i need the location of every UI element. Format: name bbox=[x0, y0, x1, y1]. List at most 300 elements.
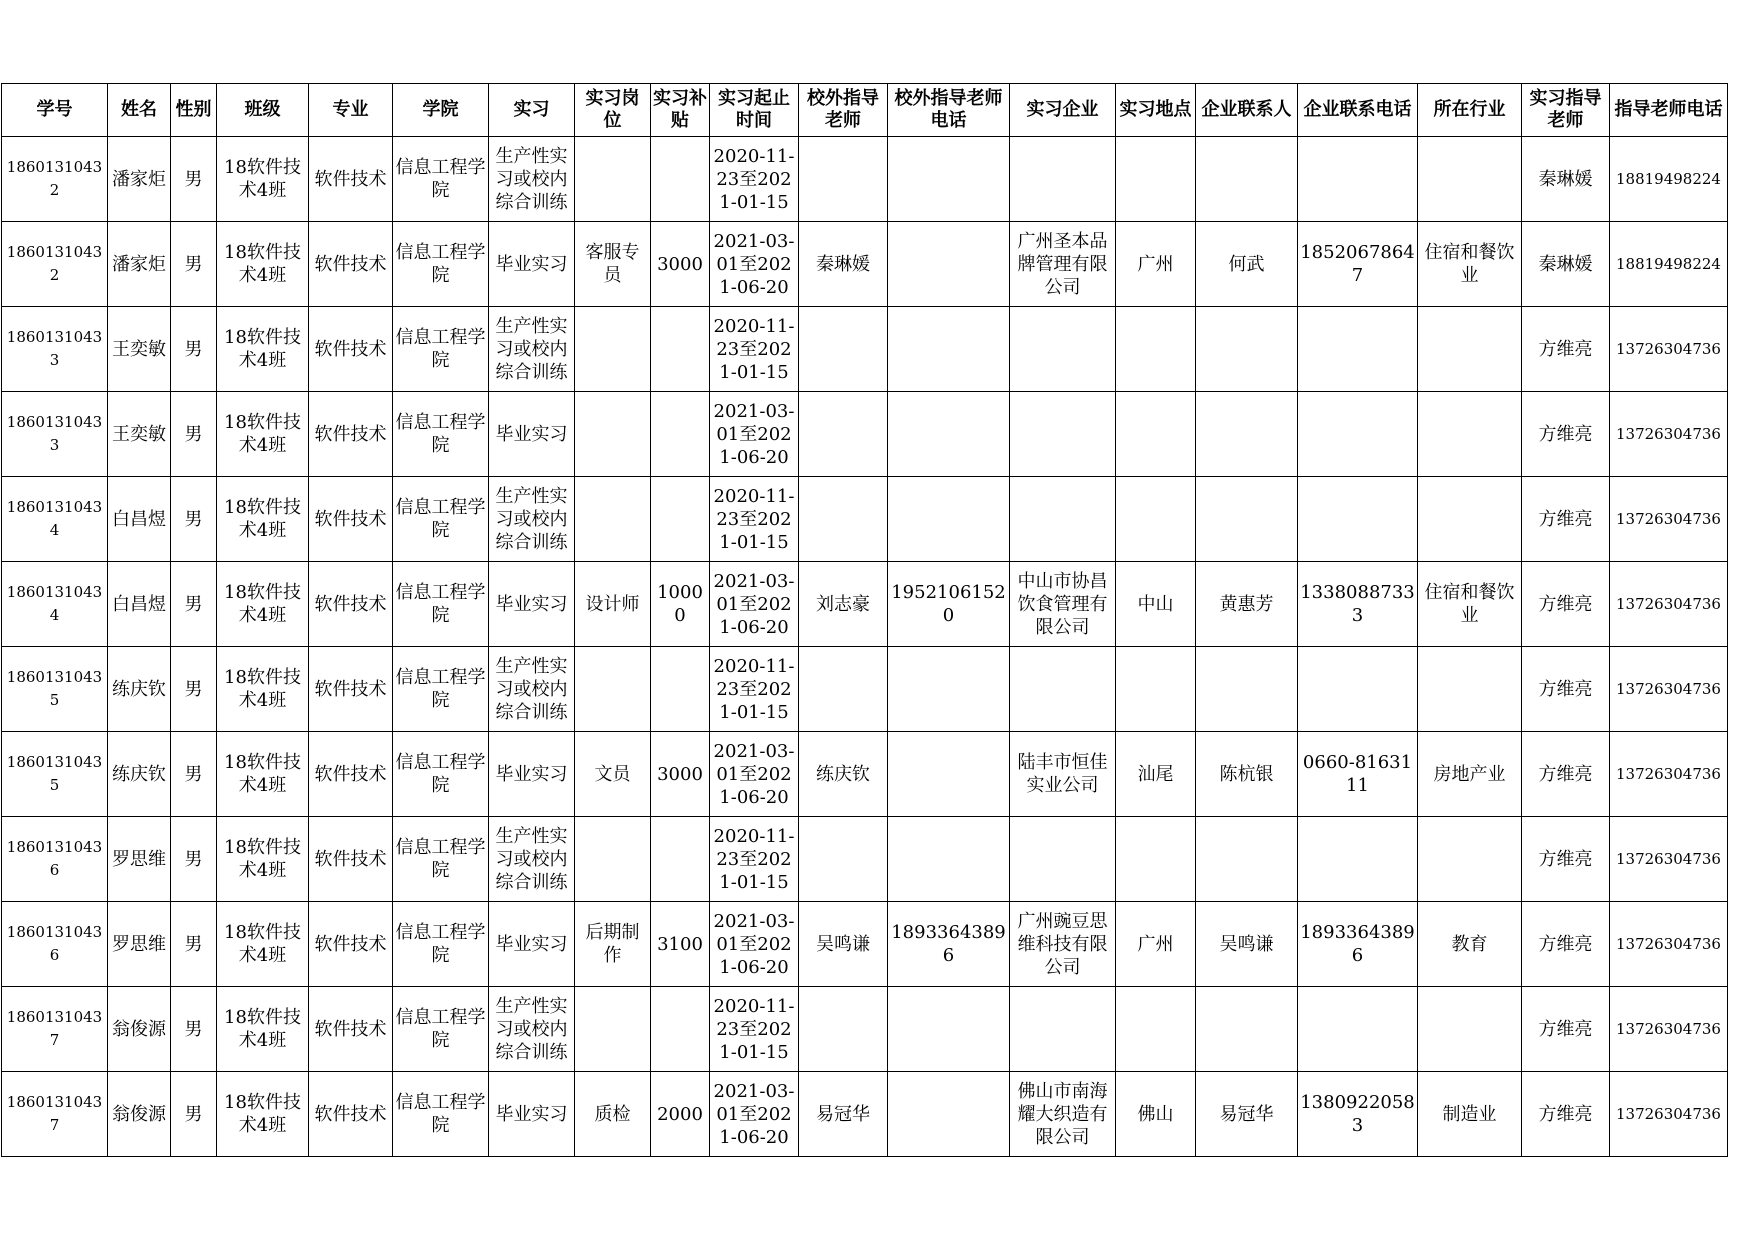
cell-text: 设计师 bbox=[585, 593, 640, 615]
cell-text: 2021-03-01至2021-06-20 bbox=[713, 570, 795, 638]
column-header: 所在行业 bbox=[1418, 84, 1522, 137]
cell-text: 2021-03-01至2021-06-20 bbox=[713, 230, 795, 298]
table-cell bbox=[1298, 137, 1418, 222]
table-header-row bbox=[2, 84, 1728, 137]
cell-text: 毕业实习 bbox=[495, 763, 568, 785]
table-cell bbox=[1610, 477, 1728, 562]
cell-text: 陈杭银 bbox=[1219, 763, 1274, 785]
table-cell bbox=[710, 562, 799, 647]
cell-text: 刘志豪 bbox=[816, 593, 870, 615]
cell-text: 软件技术 bbox=[314, 933, 387, 955]
table-row bbox=[2, 222, 1728, 307]
cell-text: 教育 bbox=[1451, 933, 1488, 955]
cell-text: 信息工程学院 bbox=[395, 837, 486, 881]
table-cell bbox=[1298, 987, 1418, 1072]
table-cell bbox=[799, 647, 888, 732]
cell-text: 信息工程学院 bbox=[395, 1092, 486, 1136]
cell-text: 18601310434 bbox=[6, 583, 103, 624]
column-header: 实习岗位 bbox=[575, 84, 651, 137]
column-header: 校外指导老师电话 bbox=[888, 84, 1010, 137]
table-cell bbox=[888, 1072, 1010, 1157]
table-cell bbox=[1418, 817, 1522, 902]
table-cell bbox=[393, 817, 489, 902]
table-cell bbox=[1610, 902, 1728, 987]
table-cell bbox=[888, 647, 1010, 732]
cell-text: 13726304736 bbox=[1616, 934, 1721, 953]
table-cell bbox=[489, 902, 575, 987]
table-cell bbox=[489, 477, 575, 562]
table-cell bbox=[1418, 1072, 1522, 1157]
cell-text: 3000 bbox=[657, 253, 703, 275]
table-cell bbox=[575, 1072, 651, 1157]
table-cell bbox=[710, 222, 799, 307]
cell-text: 软件技术 bbox=[314, 1018, 387, 1040]
table-cell bbox=[1298, 732, 1418, 817]
table-cell bbox=[489, 392, 575, 477]
table-cell bbox=[217, 902, 309, 987]
table-cell bbox=[217, 222, 309, 307]
table-cell bbox=[1298, 1072, 1418, 1157]
cell-text: 18601310437 bbox=[6, 1008, 103, 1049]
cell-text: 2020-11-23至2021-01-15 bbox=[713, 145, 795, 213]
table-cell bbox=[489, 222, 575, 307]
cell-text: 18软件技术4班 bbox=[224, 327, 301, 371]
table-cell bbox=[2, 902, 108, 987]
table-cell bbox=[1522, 307, 1610, 392]
table-cell bbox=[651, 307, 710, 392]
cell-text: 男 bbox=[184, 763, 203, 785]
table-cell bbox=[1010, 732, 1116, 817]
column-header: 实习地点 bbox=[1116, 84, 1196, 137]
table-cell bbox=[1522, 562, 1610, 647]
column-header: 实习补贴 bbox=[651, 84, 710, 137]
table-row bbox=[2, 477, 1728, 562]
table-cell bbox=[575, 732, 651, 817]
table-cell bbox=[393, 222, 489, 307]
cell-text: 软件技术 bbox=[314, 508, 387, 530]
table-cell bbox=[309, 987, 393, 1072]
table-cell bbox=[651, 817, 710, 902]
table-cell bbox=[1196, 1072, 1298, 1157]
table-cell bbox=[799, 1072, 888, 1157]
cell-text: 2021-03-01至2021-06-20 bbox=[713, 910, 795, 978]
table-cell bbox=[1116, 392, 1196, 477]
table-cell bbox=[710, 987, 799, 1072]
cell-text: 19521061520 bbox=[891, 582, 1006, 626]
table-cell bbox=[1610, 732, 1728, 817]
table-cell bbox=[1418, 222, 1522, 307]
cell-text: 2020-11-23至2021-01-15 bbox=[713, 485, 795, 553]
table-cell bbox=[171, 477, 217, 562]
table-cell bbox=[489, 817, 575, 902]
table-cell bbox=[489, 137, 575, 222]
cell-text: 翁俊源 bbox=[112, 1018, 166, 1040]
table-cell bbox=[108, 222, 171, 307]
cell-text: 18819498224 bbox=[1616, 254, 1721, 273]
table-cell bbox=[393, 477, 489, 562]
table-cell bbox=[309, 817, 393, 902]
table-cell bbox=[1610, 1072, 1728, 1157]
cell-text: 13726304736 bbox=[1616, 764, 1721, 783]
cell-text: 男 bbox=[184, 678, 203, 700]
cell-text: 易冠华 bbox=[816, 1103, 870, 1125]
column-header: 实习起止时间 bbox=[710, 84, 799, 137]
cell-text: 白昌煜 bbox=[112, 508, 166, 530]
cell-text: 18601310432 bbox=[6, 243, 103, 284]
table-cell bbox=[1196, 732, 1298, 817]
cell-text: 18601310435 bbox=[6, 668, 103, 709]
table-cell bbox=[651, 987, 710, 1072]
table-cell bbox=[1196, 477, 1298, 562]
table-cell bbox=[1610, 647, 1728, 732]
table-cell bbox=[1418, 732, 1522, 817]
table-cell bbox=[309, 562, 393, 647]
cell-text: 软件技术 bbox=[314, 1103, 387, 1125]
cell-text: 18软件技术4班 bbox=[224, 242, 301, 286]
cell-text: 2021-03-01至2021-06-20 bbox=[713, 1080, 795, 1148]
table-cell bbox=[1522, 1072, 1610, 1157]
cell-text: 13726304736 bbox=[1616, 424, 1721, 443]
table-cell bbox=[309, 647, 393, 732]
cell-text: 男 bbox=[184, 1103, 203, 1125]
table-cell bbox=[108, 647, 171, 732]
table-cell bbox=[651, 562, 710, 647]
table-cell bbox=[1196, 222, 1298, 307]
table-cell bbox=[799, 732, 888, 817]
cell-text: 方维亮 bbox=[1538, 1018, 1593, 1040]
table-cell bbox=[1298, 562, 1418, 647]
cell-text: 18601310436 bbox=[6, 838, 103, 879]
cell-text: 10000 bbox=[657, 582, 703, 626]
table-cell bbox=[1196, 562, 1298, 647]
column-header: 班级 bbox=[217, 84, 309, 137]
cell-text: 软件技术 bbox=[314, 338, 387, 360]
table-cell bbox=[710, 392, 799, 477]
table-cell bbox=[1610, 222, 1728, 307]
table-cell bbox=[888, 392, 1010, 477]
cell-text: 中山市协昌饮食管理有限公司 bbox=[1017, 570, 1108, 638]
table-cell bbox=[171, 732, 217, 817]
cell-text: 18601310433 bbox=[6, 328, 103, 369]
cell-text: 生产性实习或校内综合训练 bbox=[495, 995, 568, 1063]
cell-text: 2020-11-23至2021-01-15 bbox=[713, 825, 795, 893]
table-cell bbox=[171, 392, 217, 477]
cell-text: 男 bbox=[184, 593, 203, 615]
table-cell bbox=[108, 732, 171, 817]
cell-text: 18软件技术4班 bbox=[224, 412, 301, 456]
column-header: 实习企业 bbox=[1010, 84, 1116, 137]
table-cell bbox=[1010, 222, 1116, 307]
table-cell bbox=[575, 477, 651, 562]
cell-text: 软件技术 bbox=[314, 253, 387, 275]
table-cell bbox=[575, 307, 651, 392]
table-cell bbox=[108, 817, 171, 902]
table-cell bbox=[1116, 1072, 1196, 1157]
table-cell bbox=[217, 307, 309, 392]
table-cell bbox=[217, 392, 309, 477]
table-cell bbox=[489, 732, 575, 817]
cell-text: 吴鸣谦 bbox=[1219, 933, 1274, 955]
table-cell bbox=[309, 732, 393, 817]
table-cell bbox=[393, 1072, 489, 1157]
table-cell bbox=[1010, 902, 1116, 987]
table-cell bbox=[108, 987, 171, 1072]
cell-text: 中山 bbox=[1137, 593, 1174, 615]
cell-text: 方维亮 bbox=[1538, 508, 1593, 530]
table-row bbox=[2, 392, 1728, 477]
column-header: 企业联系人 bbox=[1196, 84, 1298, 137]
table-cell bbox=[575, 392, 651, 477]
cell-text: 广州豌豆思维科技有限公司 bbox=[1017, 910, 1108, 978]
table-cell bbox=[651, 137, 710, 222]
table-cell bbox=[651, 647, 710, 732]
table-cell bbox=[710, 307, 799, 392]
cell-text: 13726304736 bbox=[1616, 509, 1721, 528]
cell-text: 13726304736 bbox=[1616, 594, 1721, 613]
cell-text: 0660-8163111 bbox=[1302, 752, 1413, 796]
cell-text: 软件技术 bbox=[314, 763, 387, 785]
table-cell bbox=[1196, 392, 1298, 477]
table-row bbox=[2, 987, 1728, 1072]
cell-text: 方维亮 bbox=[1538, 593, 1593, 615]
cell-text: 汕尾 bbox=[1137, 763, 1174, 785]
table-cell bbox=[575, 222, 651, 307]
table-cell bbox=[1522, 647, 1610, 732]
cell-text: 2020-11-23至2021-01-15 bbox=[713, 655, 795, 723]
table-cell bbox=[888, 222, 1010, 307]
table-cell bbox=[108, 137, 171, 222]
cell-text: 18601310436 bbox=[6, 923, 103, 964]
table-cell bbox=[393, 307, 489, 392]
column-header: 企业联系电话 bbox=[1298, 84, 1418, 137]
cell-text: 方维亮 bbox=[1538, 848, 1593, 870]
cell-text: 翁俊源 bbox=[112, 1103, 166, 1125]
table-cell bbox=[2, 817, 108, 902]
table-cell bbox=[108, 392, 171, 477]
table-cell bbox=[575, 562, 651, 647]
cell-text: 18软件技术4班 bbox=[224, 1007, 301, 1051]
table-cell bbox=[2, 562, 108, 647]
table-cell bbox=[1116, 222, 1196, 307]
table-cell bbox=[799, 902, 888, 987]
table-cell bbox=[575, 817, 651, 902]
table-cell bbox=[2, 307, 108, 392]
cell-text: 18软件技术4班 bbox=[224, 582, 301, 626]
table-cell bbox=[1522, 222, 1610, 307]
cell-text: 毕业实习 bbox=[495, 593, 568, 615]
table-cell bbox=[1298, 477, 1418, 562]
table-cell bbox=[171, 902, 217, 987]
table-cell bbox=[1116, 732, 1196, 817]
cell-text: 质检 bbox=[594, 1103, 631, 1125]
cell-text: 方维亮 bbox=[1538, 1103, 1593, 1125]
table-cell bbox=[1298, 817, 1418, 902]
cell-text: 秦琳媛 bbox=[1538, 253, 1593, 275]
table-cell bbox=[888, 817, 1010, 902]
table-cell bbox=[1010, 392, 1116, 477]
table-cell bbox=[489, 647, 575, 732]
cell-text: 软件技术 bbox=[314, 423, 387, 445]
cell-text: 白昌煜 bbox=[112, 593, 166, 615]
cell-text: 生产性实习或校内综合训练 bbox=[495, 315, 568, 383]
cell-text: 18819498224 bbox=[1616, 169, 1721, 188]
cell-text: 信息工程学院 bbox=[395, 752, 486, 796]
table-cell bbox=[575, 647, 651, 732]
cell-text: 信息工程学院 bbox=[395, 412, 486, 456]
table-cell bbox=[1010, 307, 1116, 392]
cell-text: 18软件技术4班 bbox=[224, 1092, 301, 1136]
cell-text: 男 bbox=[184, 1018, 203, 1040]
column-header: 专业 bbox=[309, 84, 393, 137]
table-cell bbox=[1418, 392, 1522, 477]
cell-text: 软件技术 bbox=[314, 678, 387, 700]
table-cell bbox=[1610, 817, 1728, 902]
table-cell bbox=[108, 1072, 171, 1157]
table-cell bbox=[393, 732, 489, 817]
table-cell bbox=[393, 987, 489, 1072]
cell-text: 住宿和餐饮业 bbox=[1424, 582, 1515, 626]
table-cell bbox=[1010, 647, 1116, 732]
table-cell bbox=[799, 137, 888, 222]
table-cell bbox=[393, 647, 489, 732]
table-cell bbox=[171, 562, 217, 647]
table-row bbox=[2, 817, 1728, 902]
table-cell bbox=[1522, 987, 1610, 1072]
table-cell bbox=[309, 222, 393, 307]
table-cell bbox=[171, 1072, 217, 1157]
table-cell bbox=[1116, 137, 1196, 222]
cell-text: 18软件技术4班 bbox=[224, 922, 301, 966]
table-cell bbox=[1116, 902, 1196, 987]
cell-text: 信息工程学院 bbox=[395, 667, 486, 711]
table-cell bbox=[1522, 392, 1610, 477]
table-cell bbox=[1010, 562, 1116, 647]
table-cell bbox=[1418, 137, 1522, 222]
table-cell bbox=[710, 137, 799, 222]
column-header: 姓名 bbox=[108, 84, 171, 137]
table-cell bbox=[1010, 817, 1116, 902]
cell-text: 13726304736 bbox=[1616, 1104, 1721, 1123]
cell-text: 2021-03-01至2021-06-20 bbox=[713, 400, 795, 468]
cell-text: 2020-11-23至2021-01-15 bbox=[713, 995, 795, 1063]
cell-text: 男 bbox=[184, 848, 203, 870]
cell-text: 软件技术 bbox=[314, 593, 387, 615]
table-cell bbox=[710, 647, 799, 732]
table-cell bbox=[217, 1072, 309, 1157]
table-cell bbox=[217, 987, 309, 1072]
cell-text: 18软件技术4班 bbox=[224, 157, 301, 201]
cell-text: 信息工程学院 bbox=[395, 497, 486, 541]
cell-text: 方维亮 bbox=[1538, 423, 1593, 445]
cell-text: 3100 bbox=[657, 933, 703, 955]
cell-text: 男 bbox=[184, 933, 203, 955]
cell-text: 信息工程学院 bbox=[395, 922, 486, 966]
column-header: 实习指导老师 bbox=[1522, 84, 1610, 137]
table-cell bbox=[651, 902, 710, 987]
cell-text: 2021-03-01至2021-06-20 bbox=[713, 740, 795, 808]
table-cell bbox=[2, 222, 108, 307]
table-cell bbox=[888, 732, 1010, 817]
table-cell bbox=[2, 477, 108, 562]
table-cell bbox=[575, 987, 651, 1072]
cell-text: 软件技术 bbox=[314, 848, 387, 870]
table-cell bbox=[1298, 307, 1418, 392]
table-cell bbox=[1196, 307, 1298, 392]
table-row bbox=[2, 137, 1728, 222]
cell-text: 18软件技术4班 bbox=[224, 752, 301, 796]
cell-text: 18软件技术4班 bbox=[224, 667, 301, 711]
table-cell bbox=[217, 137, 309, 222]
cell-text: 13726304736 bbox=[1616, 1019, 1721, 1038]
table-cell bbox=[1522, 902, 1610, 987]
cell-text: 陆丰市恒佳实业公司 bbox=[1017, 752, 1108, 796]
cell-text: 13809220583 bbox=[1300, 1092, 1415, 1136]
table-cell bbox=[651, 1072, 710, 1157]
cell-text: 生产性实习或校内综合训练 bbox=[495, 825, 568, 893]
table-cell bbox=[171, 647, 217, 732]
table-cell bbox=[309, 392, 393, 477]
table-cell bbox=[1298, 392, 1418, 477]
table-cell bbox=[1522, 477, 1610, 562]
table-cell bbox=[171, 222, 217, 307]
table-cell bbox=[2, 987, 108, 1072]
cell-text: 房地产业 bbox=[1433, 763, 1506, 785]
column-header: 学号 bbox=[2, 84, 108, 137]
table-body bbox=[2, 137, 1728, 1157]
table-cell bbox=[1010, 477, 1116, 562]
cell-text: 客服专员 bbox=[585, 242, 640, 286]
cell-text: 制造业 bbox=[1442, 1103, 1497, 1125]
cell-text: 潘家炬 bbox=[112, 253, 166, 275]
table-cell bbox=[799, 987, 888, 1072]
table-cell bbox=[710, 477, 799, 562]
cell-text: 何武 bbox=[1228, 253, 1265, 275]
table-cell bbox=[309, 1072, 393, 1157]
table-cell bbox=[1418, 987, 1522, 1072]
table-cell bbox=[2, 137, 108, 222]
cell-text: 3000 bbox=[657, 763, 703, 785]
table-cell bbox=[1610, 392, 1728, 477]
cell-text: 生产性实习或校内综合训练 bbox=[495, 145, 568, 213]
table-cell bbox=[1010, 137, 1116, 222]
cell-text: 信息工程学院 bbox=[395, 157, 486, 201]
table-cell bbox=[1610, 307, 1728, 392]
table-cell bbox=[799, 477, 888, 562]
cell-text: 18601310435 bbox=[6, 753, 103, 794]
cell-text: 住宿和餐饮业 bbox=[1424, 242, 1515, 286]
cell-text: 信息工程学院 bbox=[395, 582, 486, 626]
cell-text: 潘家炬 bbox=[112, 168, 166, 190]
table-cell bbox=[710, 902, 799, 987]
table-cell bbox=[489, 987, 575, 1072]
table-cell bbox=[108, 477, 171, 562]
table-cell bbox=[2, 392, 108, 477]
cell-text: 18601310432 bbox=[6, 158, 103, 199]
table-cell bbox=[888, 477, 1010, 562]
cell-text: 13380887333 bbox=[1300, 582, 1415, 626]
cell-text: 男 bbox=[184, 338, 203, 360]
table-cell bbox=[393, 562, 489, 647]
table-cell bbox=[309, 477, 393, 562]
column-header: 学院 bbox=[393, 84, 489, 137]
cell-text: 2000 bbox=[657, 1103, 703, 1125]
table-cell bbox=[108, 307, 171, 392]
cell-text: 信息工程学院 bbox=[395, 242, 486, 286]
table-cell bbox=[171, 987, 217, 1072]
cell-text: 广州 bbox=[1137, 253, 1174, 275]
cell-text: 男 bbox=[184, 423, 203, 445]
table-cell bbox=[799, 817, 888, 902]
